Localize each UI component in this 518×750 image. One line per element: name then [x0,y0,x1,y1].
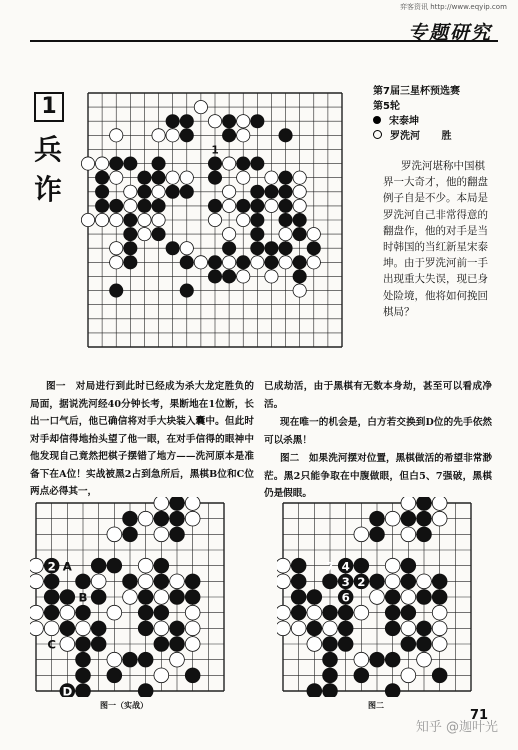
black-stone [138,684,153,697]
move-label: A [62,559,72,574]
black-stone [95,199,108,212]
black-stone [338,605,353,620]
white-stone [307,227,320,240]
white-stone [417,652,432,667]
white-stone [170,652,185,667]
white-stone [432,605,447,620]
intro-paragraph: 罗洗河堪称中国棋界一大奇才，他的翻盘例子自是不少。本局是罗洗河自己非常得意的翻盘作，他的对手是当时韩国的当红新星宋泰坤。由于罗洗河前一手出现重大失误，现已身处险境，他将如何挽回棋局？ [383,160,488,318]
white-stone [385,511,400,526]
white-stone [237,129,250,142]
black-stone [279,199,292,212]
white-stone [185,511,200,526]
black-stone [60,621,75,636]
black-stone [95,185,108,198]
black-stone [401,558,416,573]
white-stone-icon [373,130,382,139]
white-stone [277,574,290,589]
white-stone [185,605,200,620]
black-stone [138,171,151,184]
black-stone [76,637,91,652]
black-stone [417,497,432,510]
white-stone [154,621,169,636]
black-stone [76,684,91,697]
black-player: 宋泰坤 [389,116,419,127]
white-stone [152,185,165,198]
black-stone [138,199,151,212]
white-stone [222,227,235,240]
black-stone [170,497,185,510]
black-stone [170,621,185,636]
black-stone [110,199,123,212]
black-stone [76,652,91,667]
white-stone [154,668,169,683]
black-stone [401,574,416,589]
black-stone [170,637,185,652]
black-stone [76,668,91,683]
white-stone [138,558,153,573]
black-stone [354,668,369,683]
black-stone [323,637,338,652]
white-stone [222,157,235,170]
black-stone [251,185,264,198]
black-stone [291,605,306,620]
black-stone [385,590,400,605]
move-label: 2 [47,559,56,574]
black-stone [180,129,193,142]
white-stone [110,129,123,142]
white-stone [110,242,123,255]
black-stone [251,115,264,128]
white-stone [279,256,292,269]
move-label: 1 [211,144,219,157]
white-stone [370,590,385,605]
white-stone [432,621,447,636]
white-stone [107,605,122,620]
black-stone [307,684,322,697]
white-stone [293,185,306,198]
black-stone [152,199,165,212]
black-stone [152,227,165,240]
black-stone [91,621,106,636]
black-stone [417,511,432,526]
white-stone [401,621,416,636]
white-stone [152,213,165,226]
white-stone [60,605,75,620]
black-stone [222,129,235,142]
white-stone [30,605,43,620]
black-stone [222,242,235,255]
left-column-text: 图一 对局进行到此时已经成为杀大龙定胜负的局面，据说洗河经40分钟长考，果断地在1位断，长出一口气后，他已确信将对手大块装入囊中。但此时对手却信得地抬头望了他一眼，在对手信得的眼神中他发现自己竟然把棋子摆错了地方——洗河原本是准备下在A位！实战被黑2占到急所后，黑棋B位和C位两点必得其一， [30,381,254,497]
black-stone [265,256,278,269]
result: 胜 [441,131,452,142]
black-stone [222,270,235,283]
black-stone [123,574,138,589]
black-stone [237,199,250,212]
black-stone [279,185,292,198]
white-stone [110,213,123,226]
black-stone [401,605,416,620]
black-stone [180,185,193,198]
white-stone [237,270,250,283]
move-label: D [62,684,73,697]
white-stone [110,171,123,184]
white-stone [354,652,369,667]
article-title-char-2: 诈 [34,173,63,206]
white-stone [307,637,322,652]
black-stone [138,621,153,636]
white-stone [194,256,207,269]
black-stone [44,590,59,605]
white-stone [277,605,290,620]
black-stone [417,621,432,636]
white-stone [170,574,185,589]
white-stone [265,199,278,212]
black-stone [124,157,137,170]
black-stone [237,157,250,170]
right-column-p3: 图二 如果洗河摆对位置，黑棋做活的希望非常渺茫。黑2只能争取在中腹做眼，但白5、7强破，黑棋仍是假眼。 [264,453,492,499]
black-stone [251,242,264,255]
black-player-row [373,112,419,127]
black-stone [170,511,185,526]
black-stone [432,590,447,605]
move-label: 7 [325,559,335,574]
white-stone [279,227,292,240]
black-stone [293,256,306,269]
white-stone [44,621,59,636]
white-stone [194,100,207,113]
black-stone [110,157,123,170]
white-stone [185,637,200,652]
white-stone [185,497,200,510]
black-stone [370,527,385,542]
black-stone [107,668,122,683]
white-stone [152,129,165,142]
white-stone [354,527,369,542]
black-stone [237,256,250,269]
black-stone [166,185,179,198]
black-stone [251,213,264,226]
white-stone [432,637,447,652]
white-stone [307,605,322,620]
black-stone [44,574,59,589]
black-stone [107,558,122,573]
black-stone [170,590,185,605]
black-stone [91,637,106,652]
black-stone [323,605,338,620]
black-stone [208,256,221,269]
white-stone [293,284,306,297]
white-stone [30,621,43,636]
black-stone [185,574,200,589]
white-stone [154,497,169,510]
white-stone [166,171,179,184]
white-stone [277,621,290,636]
black-stone [401,637,416,652]
white-stone [166,129,179,142]
black-stone [293,227,306,240]
white-player-row [373,127,451,142]
black-stone [170,527,185,542]
black-stone [293,270,306,283]
white-stone [138,511,153,526]
black-stone [251,227,264,240]
white-stone [354,605,369,620]
black-stone [208,270,221,283]
black-stone [279,213,292,226]
move-label: 2 [357,575,366,590]
white-stone [251,256,264,269]
white-stone [123,590,138,605]
right-column-p1: 已成劫活，由于黑棋有无数本身劫，甚至可以看成净活。 [264,381,492,410]
black-stone [44,605,59,620]
black-stone [338,621,353,636]
figure-2-caption: 图二 [368,701,384,710]
black-stone [91,558,106,573]
move-label: B [78,590,88,605]
black-stone [293,213,306,226]
white-stone [110,256,123,269]
black-stone [185,590,200,605]
black-stone [208,157,221,170]
article-number: 1 [34,92,64,122]
figure-1-board [30,497,230,697]
white-stone [60,637,75,652]
black-stone [307,590,322,605]
white-stone [293,199,306,212]
black-stone [432,668,447,683]
white-stone [401,527,416,542]
white-stone [323,621,338,636]
white-stone [385,574,400,589]
white-stone [124,185,137,198]
white-stone [138,574,153,589]
black-stone [265,242,278,255]
white-stone [107,652,122,667]
white-stone [293,171,306,184]
black-stone [385,652,400,667]
black-stone [208,171,221,184]
black-stone [385,684,400,697]
black-stone [138,590,153,605]
white-stone [401,668,416,683]
white-stone [401,590,416,605]
white-stone [180,171,193,184]
page-number: 71 [470,708,489,723]
black-stone [208,199,221,212]
white-stone [154,527,169,542]
white-stone [222,199,235,212]
footer-watermark: 知乎 @迦叶光 [415,720,498,735]
white-stone [265,270,278,283]
black-stone [154,574,169,589]
black-stone [323,684,338,697]
black-stone [124,242,137,255]
white-player: 罗洗河 [390,131,420,142]
black-stone [291,574,306,589]
white-stone [180,242,193,255]
black-stone [138,605,153,620]
right-column-p2: 现在唯一的机会是，白方若交换到D位的先手依然可以杀黑！ [264,417,492,446]
black-stone [279,129,292,142]
black-stone [154,558,169,573]
move-label: 5 [357,559,366,574]
black-stone [307,621,322,636]
black-stone [338,637,353,652]
move-label: 3 [341,575,350,590]
white-stone [124,199,137,212]
black-stone [370,511,385,526]
black-stone [166,115,179,128]
black-stone [124,256,137,269]
white-stone [237,213,250,226]
black-stone [291,558,306,573]
white-stone [237,115,250,128]
black-stone [123,527,138,542]
white-stone [95,157,108,170]
white-stone [222,185,235,198]
white-stone [185,621,200,636]
white-stone [138,227,151,240]
black-stone-icon [373,116,381,124]
black-stone [91,590,106,605]
white-stone [154,590,169,605]
black-stone [60,590,75,605]
black-stone [124,227,137,240]
white-stone [237,171,250,184]
white-stone [30,574,43,589]
white-stone [208,115,221,128]
black-stone [370,652,385,667]
white-stone [208,213,221,226]
black-stone [76,574,91,589]
white-stone [91,574,106,589]
black-stone [279,171,292,184]
black-stone [123,511,138,526]
white-stone [222,256,235,269]
figure-2-board [277,497,477,697]
black-stone [432,574,447,589]
white-stone [81,213,94,226]
white-stone [401,497,416,510]
black-stone [222,115,235,128]
black-stone [291,590,306,605]
black-stone [251,157,264,170]
round: 第5轮 [373,101,400,112]
black-stone [95,171,108,184]
black-stone [385,605,400,620]
black-stone [138,185,151,198]
black-stone [185,668,200,683]
white-stone [76,621,91,636]
black-stone [265,185,278,198]
black-stone [307,242,320,255]
move-label: 6 [341,590,350,605]
white-stone [417,574,432,589]
black-stone [152,157,165,170]
black-stone [417,637,432,652]
site-watermark: 弈客资讯 http://www.eqyip.com [400,3,507,11]
white-stone [432,511,447,526]
black-stone [251,199,264,212]
white-stone [291,621,306,636]
black-stone [370,574,385,589]
black-stone [417,590,432,605]
black-stone [124,213,137,226]
event-name: 第7届三星杯预选赛 [373,86,460,97]
white-stone [95,213,108,226]
white-stone [138,213,151,226]
white-stone [265,171,278,184]
figure-1-caption: 图一（实战） [100,701,148,710]
black-stone [138,652,153,667]
white-stone [432,497,447,510]
white-stone [30,558,43,573]
white-stone [107,527,122,542]
white-stone [307,256,320,269]
black-stone [323,574,338,589]
black-stone [110,284,123,297]
black-stone [323,652,338,667]
section-title: 专题研究 [407,22,492,44]
black-stone [154,511,169,526]
black-stone [123,652,138,667]
move-label: C [47,637,56,652]
black-stone [385,621,400,636]
black-stone [166,242,179,255]
black-stone [154,605,169,620]
black-stone [152,171,165,184]
black-stone [180,115,193,128]
black-stone [154,637,169,652]
white-stone [385,558,400,573]
move-label: 4 [341,559,350,574]
black-stone [279,242,292,255]
white-stone [277,558,290,573]
black-stone [76,605,91,620]
black-stone [180,256,193,269]
main-go-board [80,85,350,355]
black-stone [401,511,416,526]
black-stone [180,284,193,297]
white-stone [81,157,94,170]
black-stone [323,668,338,683]
black-stone [417,527,432,542]
article-title-char-1: 兵 [34,133,63,166]
